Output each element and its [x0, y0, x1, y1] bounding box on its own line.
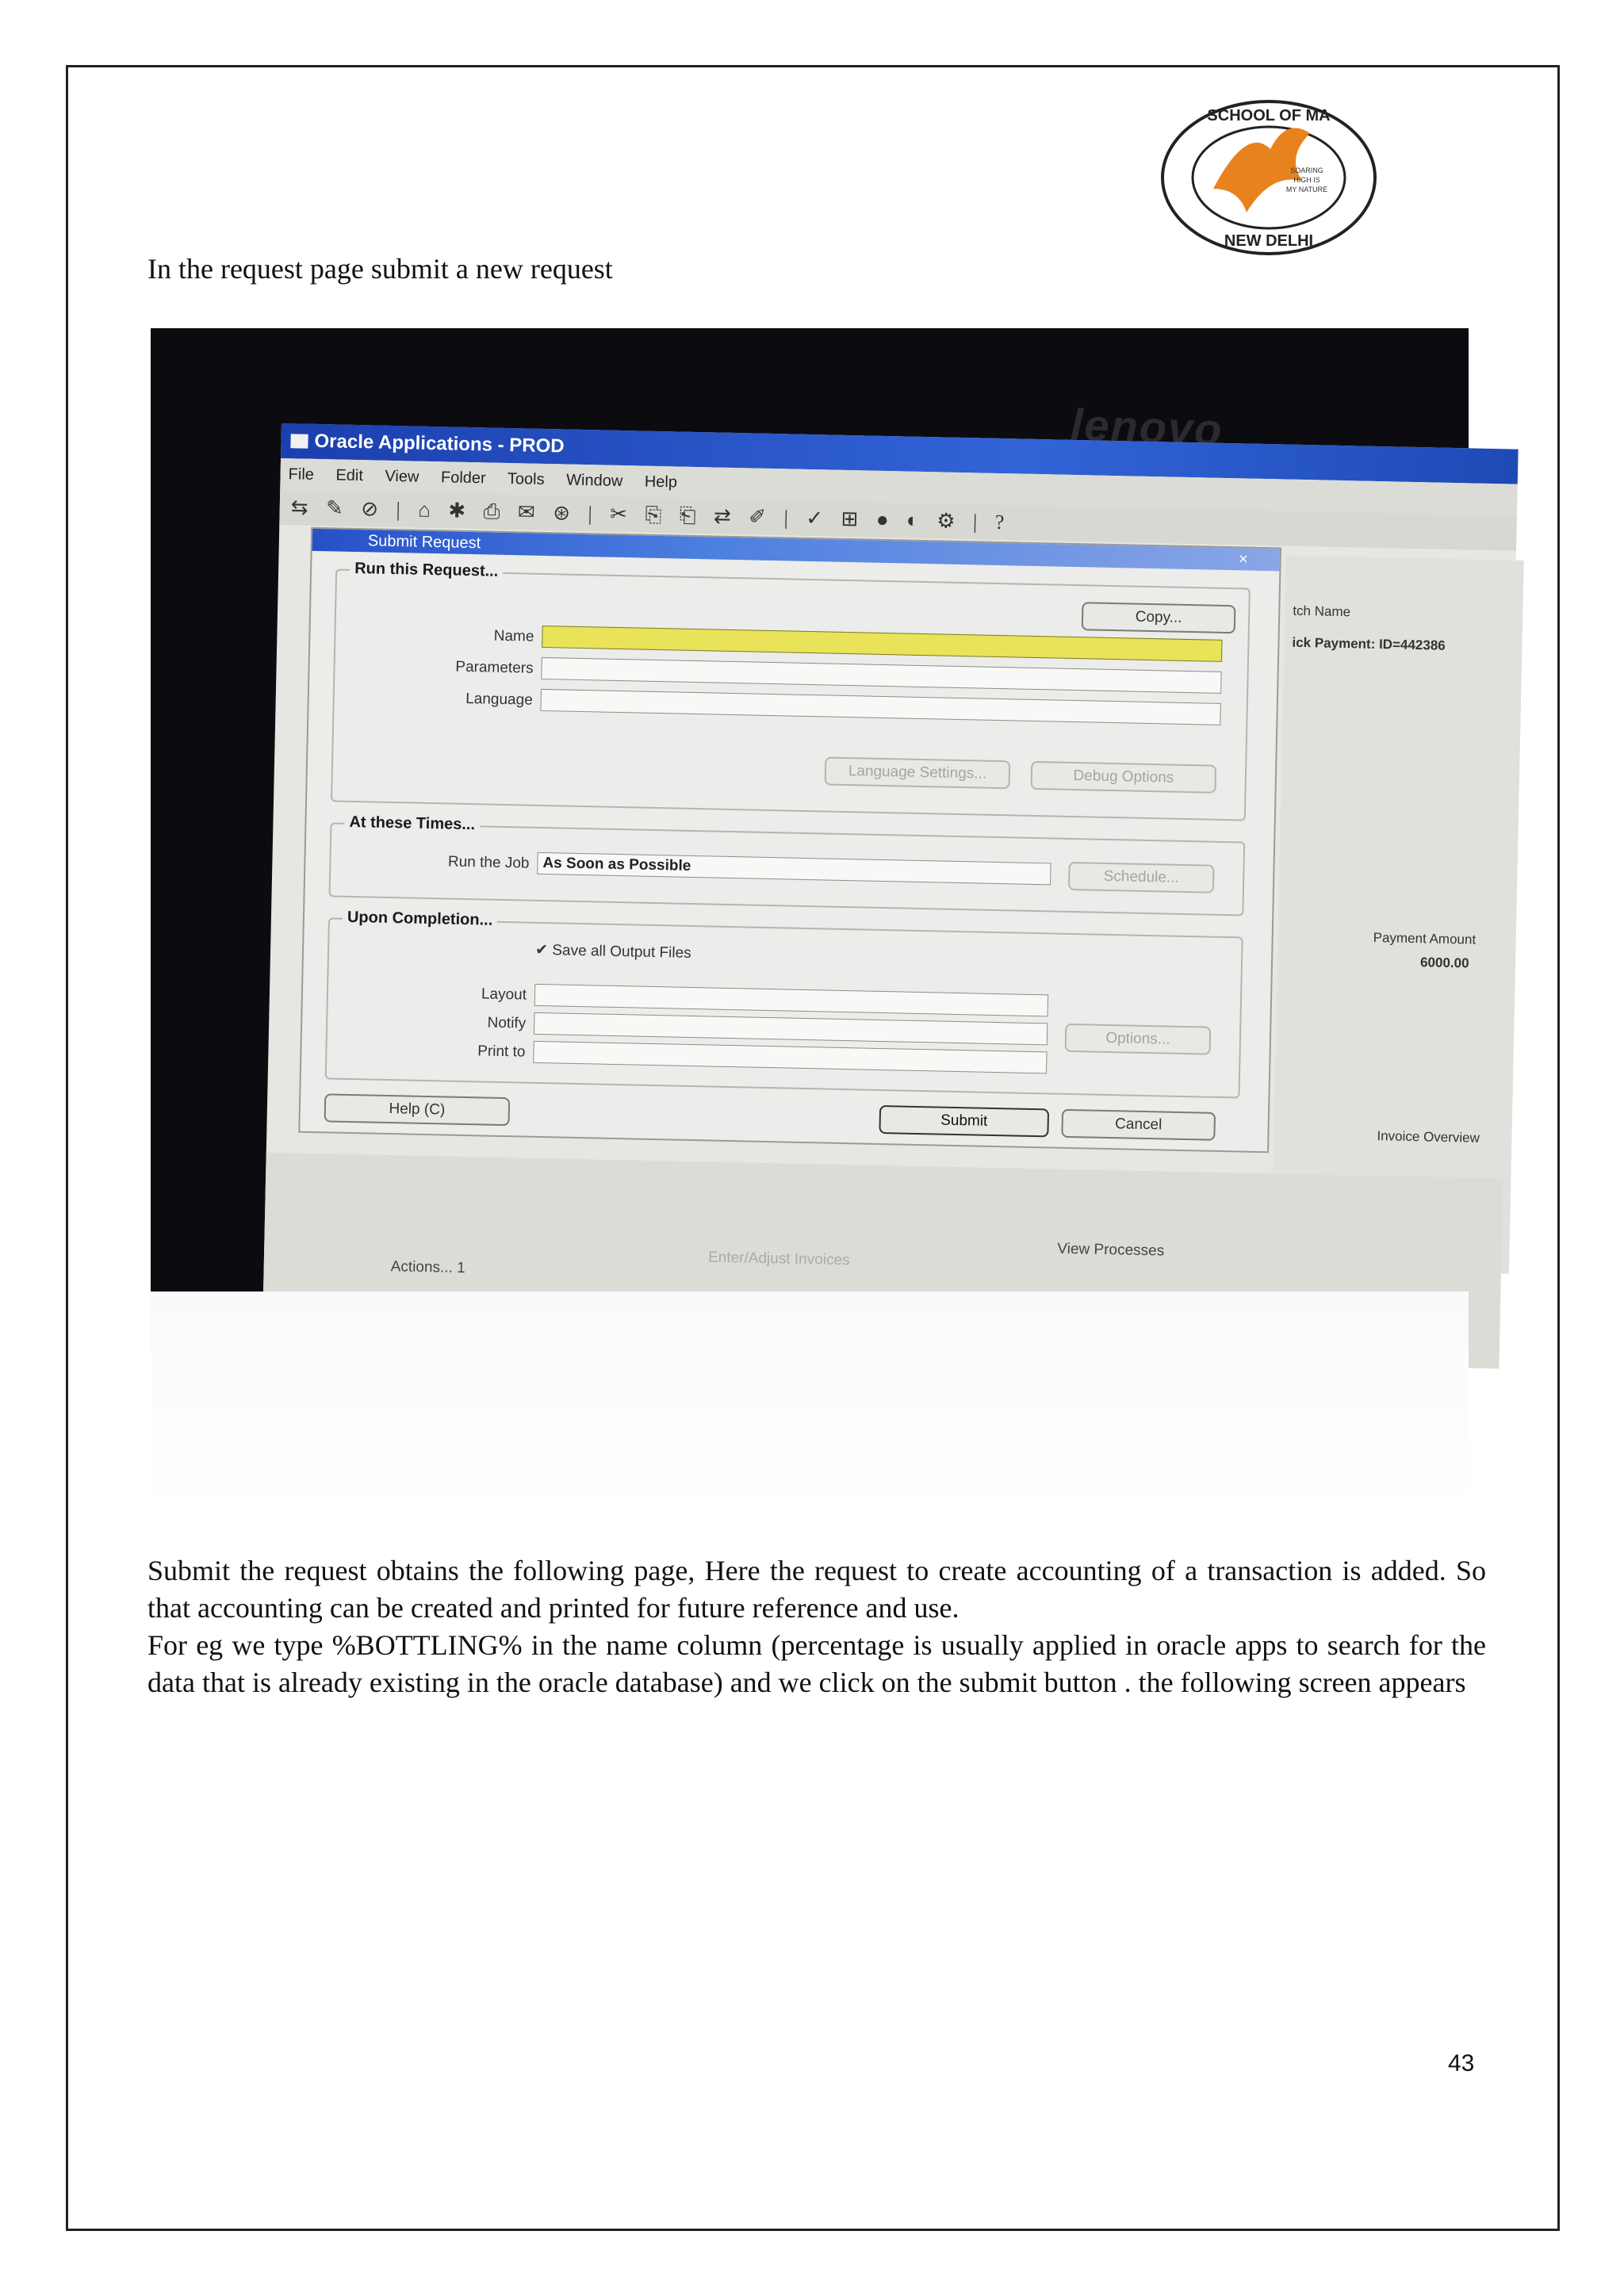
- notify-label: Notify: [487, 1014, 527, 1032]
- monitor-brand: lenovo: [1069, 399, 1224, 455]
- layout-input[interactable]: [534, 984, 1048, 1017]
- language-label: Language: [465, 690, 533, 709]
- help-button[interactable]: Help (C): [324, 1093, 511, 1126]
- paragraph-1: Submit the request obtains the following page, Here the request to create accounting of a transaction is added. So that accounting can be created and printed for future reference and use.: [147, 1555, 1486, 1624]
- language-settings-button[interactable]: Language Settings...: [825, 756, 1011, 789]
- save-output-checkbox[interactable]: ✔ Save all Output Files: [534, 941, 691, 962]
- school-logo: [1151, 94, 1389, 262]
- parameters-input[interactable]: [541, 657, 1221, 694]
- at-these-times-group: [329, 813, 1246, 916]
- invoice-overview-button[interactable]: Invoice Overview: [1377, 1128, 1480, 1146]
- run-job-field[interactable]: As Soon as Possible: [537, 852, 1051, 886]
- view-processes-button[interactable]: View Processes: [1057, 1240, 1165, 1260]
- actions-label[interactable]: Actions... 1: [390, 1258, 465, 1277]
- cancel-button[interactable]: Cancel: [1061, 1109, 1216, 1141]
- batch-name-label: tch Name: [1293, 603, 1351, 620]
- run-request-group: [331, 559, 1251, 821]
- body-text: [147, 1552, 1486, 1701]
- at-these-times-title: At these Times...: [344, 813, 480, 835]
- svg-text:NEW DELHI: NEW DELHI: [1224, 232, 1314, 250]
- menu-edit[interactable]: Edit: [335, 466, 364, 485]
- menu-help[interactable]: Help: [644, 473, 678, 492]
- oracle-screenshot-photo: [151, 328, 1480, 1292]
- svg-text:MY NATURE: MY NATURE: [1285, 186, 1328, 193]
- svg-text:SCHOOL OF MA: SCHOOL OF MA: [1207, 107, 1331, 124]
- close-icon[interactable]: ×: [1238, 550, 1248, 568]
- app-title: Oracle Applications - PROD: [314, 430, 565, 457]
- menu-view[interactable]: View: [385, 467, 419, 486]
- toolbar-icons[interactable]: ⇆ ✎ ⊘ | ⌂ ✱ ⎙ ✉ ⊛ | ✂ ⎘ ⎗ ⇄ ✐ | ✓ ⊞ ● ◐ ⚙ | ?: [279, 490, 1517, 551]
- menu-window[interactable]: Window: [565, 471, 623, 491]
- upon-completion-group: [325, 908, 1243, 1098]
- background-form-panel: [1271, 556, 1524, 1274]
- notify-input[interactable]: [534, 1012, 1048, 1046]
- save-output-label: Save all Output Files: [552, 942, 691, 962]
- page-number: 43: [1448, 2050, 1475, 2076]
- parameters-label: Parameters: [455, 658, 534, 677]
- name-label: Name: [493, 627, 534, 645]
- run-job-label: Run the Job: [447, 853, 530, 872]
- print-to-label: Print to: [477, 1043, 526, 1061]
- debug-options-button[interactable]: Debug Options: [1031, 761, 1217, 794]
- print-to-input[interactable]: [533, 1041, 1047, 1074]
- intro-text: In the request page submit a new request: [147, 253, 613, 285]
- copy-button[interactable]: Copy...: [1082, 602, 1236, 633]
- app-icon: [290, 434, 308, 448]
- batch-name-value: ick Payment: ID=442386: [1292, 634, 1446, 653]
- payment-amount-value: 6000.00: [1419, 955, 1469, 971]
- menu-file[interactable]: File: [288, 465, 315, 484]
- schedule-button[interactable]: Schedule...: [1068, 862, 1215, 894]
- upon-completion-title: Upon Completion...: [343, 909, 498, 930]
- language-input[interactable]: [540, 689, 1220, 725]
- layout-label: Layout: [481, 985, 527, 1004]
- submit-button[interactable]: Submit: [879, 1105, 1049, 1137]
- menu-tools[interactable]: Tools: [507, 469, 545, 488]
- oracle-window: [262, 423, 1519, 1368]
- dialog-title: Submit Request: [367, 532, 481, 553]
- svg-text:SOARING: SOARING: [1290, 166, 1323, 174]
- options-button[interactable]: Options...: [1065, 1024, 1212, 1055]
- paragraph-2: For eg we type %BOTTLING% in the name column (percentage is usually applied in oracle apps to search for the data that is already existing in the oracle database) and we click on the submit button . the following screen appears: [147, 1629, 1486, 1698]
- payment-amount-label: Payment Amount: [1373, 929, 1477, 947]
- enter-adjust-invoices[interactable]: Enter/Adjust Invoices: [707, 1249, 850, 1269]
- svg-text:HIGH IS: HIGH IS: [1293, 176, 1320, 184]
- photo-fade-area: [151, 1292, 1469, 1513]
- menu-folder[interactable]: Folder: [440, 469, 486, 488]
- run-request-title: Run this Request...: [350, 560, 504, 581]
- submit-request-dialog: [298, 527, 1281, 1153]
